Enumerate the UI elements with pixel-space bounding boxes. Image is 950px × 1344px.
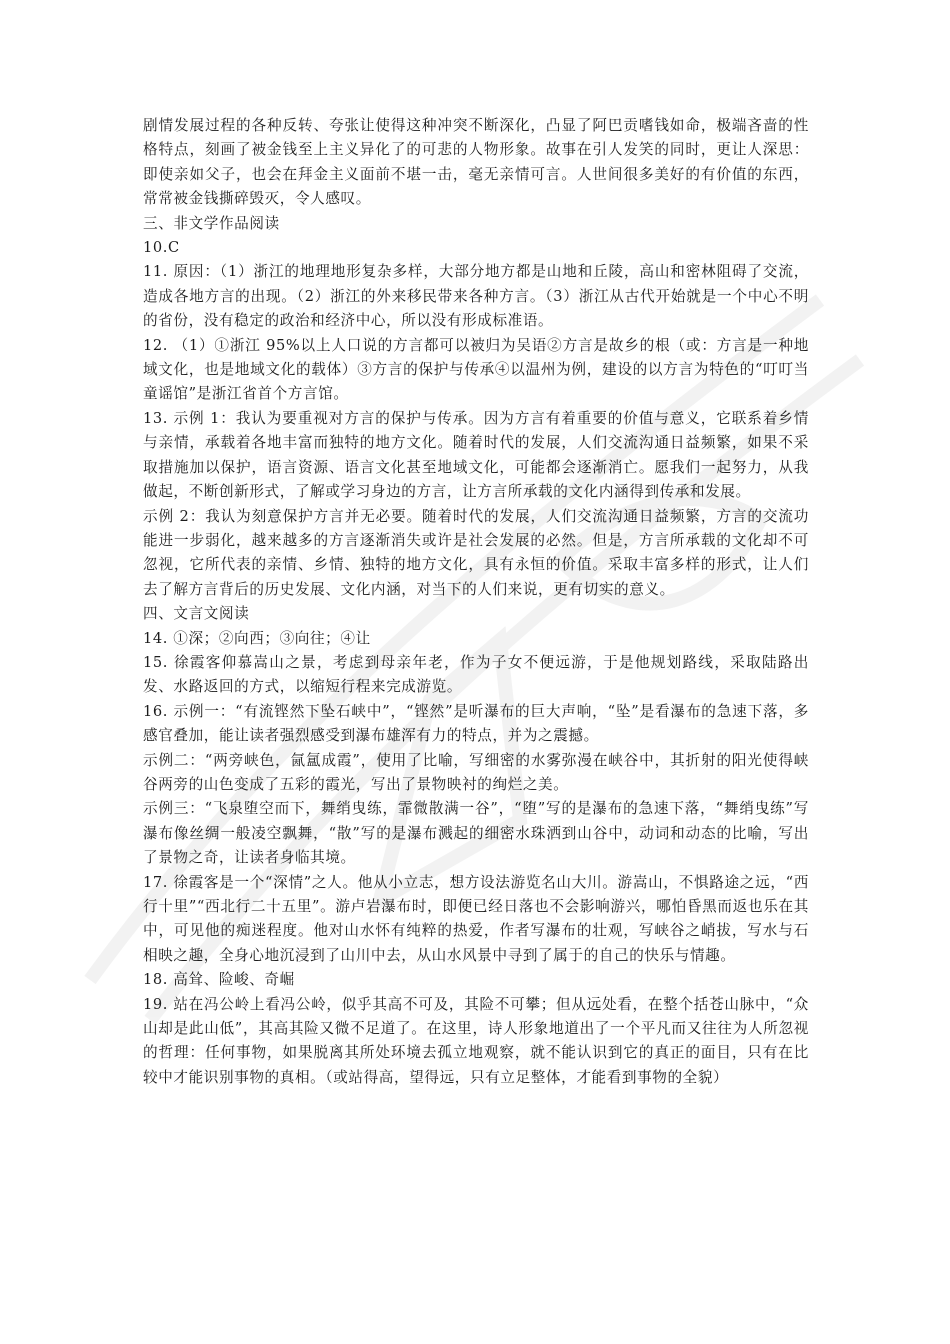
paragraph-1: 剧情发展过程的各种反转、夸张让使得这种冲突不断深化，凸显了阿巴贡嗜钱如命，极端吝啬的性格特点，刻画了被金钱至上主义异化了的可悲的人物形象。故事在引人发笑的同时，更让人深思：即使亲如父子，也会在拜金主义面前不堪一击，毫无亲情可言。人世间很多美好的有价值的东西，常常被金钱撕碎毁灭，令人感叹。 xyxy=(143,117,809,208)
answer-19: 19. 站在冯公岭上看冯公岭，似乎其高不可及，其险不可攀；但从远处看，在整个括苍山脉中，“众山却是此山低”，其高其险又微不足道了。在这里，诗人形象地道出了一个平凡而又往往为人所忽视的哲理：任何事物，如果脱离其所处环境去孤立地观察，就不能认识到它的真正的面目，只有在比较中才能识别事物的真相。（或站得高，望得远，只有立足整体，才能看到事物的全貌） xyxy=(143,995,809,1086)
answer-17: 17. 徐霞客是一个“深情”之人。他从小立志，想方设法游览名山大川。游嵩山，不惧路途之远，“西行十里”“西北行二十五里”。游卢岩瀑布时，即便已经日落也不会影响游兴，哪怕昏黑而返也乐在其中，可见他的痴迷程度。他对山水怀有纯粹的热爱，作者写瀑布的壮观，写峡谷之峭拔，写水与石相映之趣，全身心地沉浸到了山川中去，从山水风景中寻到了属于的自己的快乐与情趣。 xyxy=(143,873,809,964)
answer-10: 10.C xyxy=(143,239,180,257)
answer-16-example-3: 示例三：“飞泉堕空而下，舞绡曳练，霏微散满一谷”，“堕”写的是瀑布的急速下落，“舞绡曳练”写瀑布像丝绸一般凌空飘舞，“散”写的是瀑布溅起的细密水珠洒到山谷中，动词和动态的比喻，写出了景物之奇，让读者身临其境。 xyxy=(143,800,809,867)
answer-12: 12. （1）①浙江 95%以上人口说的方言都可以被归为吴语②方言是故乡的根（或：方言是一种地域文化，也是地域文化的载体）③方言的保护与传承④以温州为例，建设的以方言为特色的“叮叮当童谣馆”是浙江省首个方言馆。 xyxy=(143,336,809,403)
document-body xyxy=(143,114,809,1090)
answer-15: 15. 徐霞客仰慕嵩山之景，考虑到母亲年老，作为子女不便远游，于是他规划路线，采取陆路出发、水路返回的方式，以缩短行程来完成游览。 xyxy=(143,653,809,696)
answer-11: 11. 原因：（1）浙江的地理地形复杂多样，大部分地方都是山地和丘陵，高山和密林阻碍了交流，造成各地方言的出现。（2）浙江的外来移民带来各种方言。（3）浙江从古代开始就是一个中心不明的省份，没有稳定的政治和经济中心，所以没有形成标准语。 xyxy=(143,263,809,330)
answer-16-example-1: 16. 示例一：“有流铿然下坠石峡中”，“铿然”是听瀑布的巨大声响，“坠”是看瀑布的急速下落，多感官叠加，能让读者强烈感受到瀑布雄浑有力的特点，并为之震撼。 xyxy=(143,702,809,745)
section-heading-4: 四、文言文阅读 xyxy=(143,605,250,623)
answer-16-example-2: 示例二：“两旁峡色，氤氲成霞”，使用了比喻，写细密的水雾弥漫在峡谷中，其折射的阳光使得峡谷两旁的山色变成了五彩的霞光，写出了景物映衬的绚烂之美。 xyxy=(143,751,809,793)
answer-18: 18. 高耸、险峻、奇崛 xyxy=(143,971,295,989)
answer-14: 14. ①深；②向西；③向往；④让 xyxy=(143,629,371,647)
section-heading-3: 三、非文学作品阅读 xyxy=(143,214,280,232)
answer-13-example-2: 示例 2：我认为刻意保护方言并无必要。随着时代的发展，人们交流沟通日益频繁，方言的交流功能进一步弱化，越来越多的方言逐渐消失或许是社会发展的必然。但是，方言所承载的文化却不可忽视，它所代表的亲情、乡情、独特的地方文化，具有永恒的价值。采取丰富多样的形式，让人们去了解方言背后的历史发展、文化内涵，对当下的人们来说，更有切实的意义。 xyxy=(143,507,809,598)
answer-13-example-1: 13. 示例 1：我认为要重视对方言的保护与传承。因为方言有着重要的价值与意义，它联系着乡情与亲情，承载着各地丰富而独特的地方文化。随着时代的发展，人们交流沟通日益频繁，如果不采取措施加以保护，语言资源、语言文化甚至地域文化，可能都会逐渐消亡。愿我们一起努力，从我做起，不断创新形式，了解或学习身边的方言，让方言所承载的文化内涵得到传承和发展。 xyxy=(143,409,809,501)
